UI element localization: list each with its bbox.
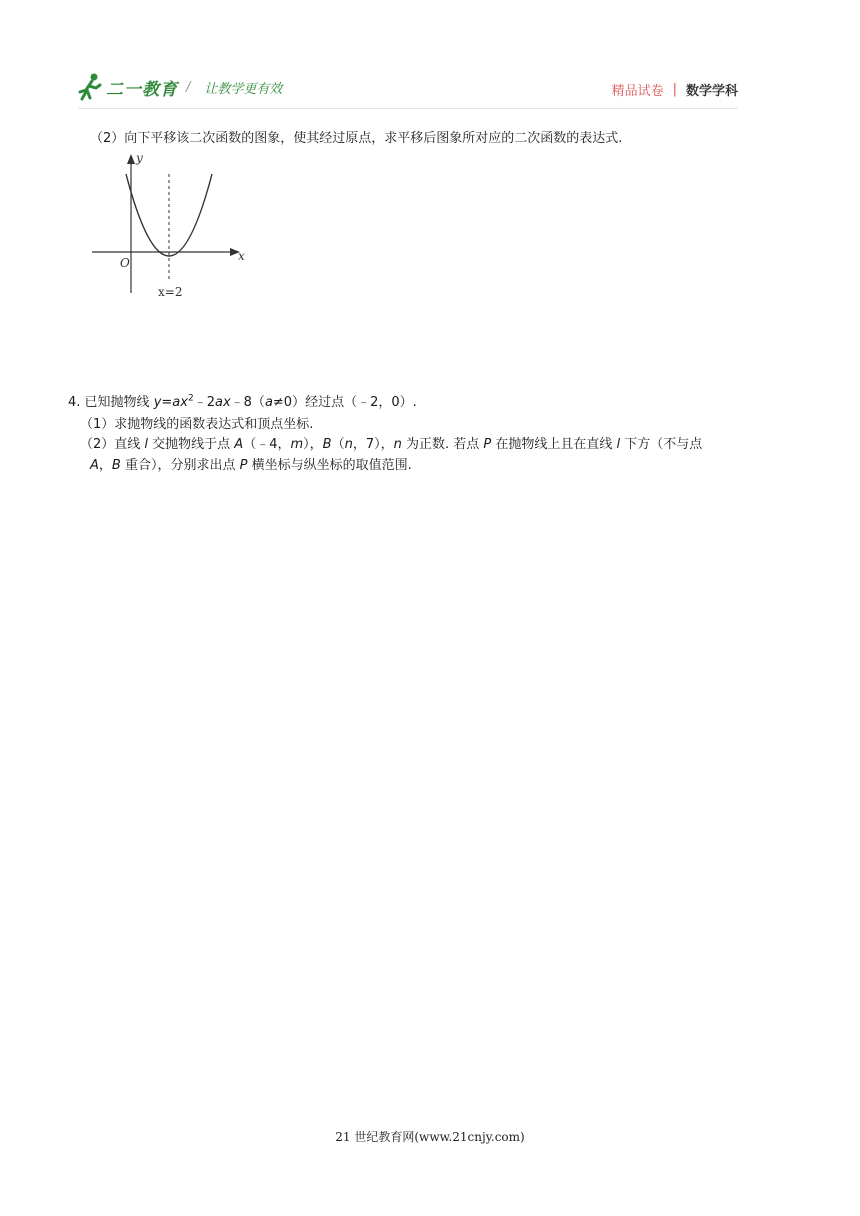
origin-label: O <box>120 256 130 270</box>
var-l: l <box>616 437 621 452</box>
t: 为正数. 若点 <box>401 437 484 452</box>
t: 重合），分别求出点 <box>120 458 240 473</box>
t: （ <box>331 437 345 452</box>
t: 在抛物线上且在直线 <box>491 437 617 452</box>
eq-y: y <box>153 395 162 410</box>
t: （2）直线 <box>80 437 145 452</box>
y-axis-label: y <box>136 151 143 165</box>
parabola-graph <box>88 148 248 300</box>
t: ， <box>98 458 112 473</box>
q3-part2: （2）向下平移该二次函数的图象，使其经过原点，求平移后图象所对应的二次函数的表达式. <box>90 131 623 146</box>
page-footer: 21 世纪教育网(www.21cnjy.com) <box>335 1130 525 1144</box>
runner-logo-icon <box>78 72 104 102</box>
var-m: m <box>290 437 304 452</box>
q4-stem-text: 已知抛物线 <box>84 395 154 410</box>
point-P: P <box>483 437 492 452</box>
q4-stem <box>68 394 417 412</box>
brand-name: 二一教育 <box>106 79 178 100</box>
header-right <box>612 80 738 99</box>
axis-of-symmetry-label: x=2 <box>158 285 183 299</box>
page-header <box>78 66 738 110</box>
header-slash: / <box>186 79 191 95</box>
t: 下方（不与点 <box>620 437 703 452</box>
eq-square: 2 <box>187 393 194 404</box>
eq-a: a <box>264 395 273 410</box>
x-axis-label: x <box>238 249 245 263</box>
t: ）， <box>303 437 323 452</box>
point-A: A <box>90 458 99 473</box>
eq-condition: ≠0）经过点（﹣2，0）. <box>272 395 417 410</box>
eq-ax: ax <box>172 395 188 410</box>
header-separator: | <box>672 82 677 97</box>
t: （﹣4， <box>243 437 291 452</box>
point-P: P <box>239 458 248 473</box>
t: 横坐标与纵坐标的取值范围. <box>247 458 412 473</box>
brand-slogan: 让教学更有效 <box>204 81 283 97</box>
eq-equals: = <box>161 395 173 410</box>
q4-part1: （1）求抛物线的函数表达式和顶点坐标. <box>80 417 314 432</box>
logo <box>78 70 282 104</box>
eq-tail: ﹣8（ <box>230 395 265 410</box>
point-B: B <box>111 458 121 473</box>
var-n: n <box>344 437 353 452</box>
q4-part2-line1 <box>80 436 702 454</box>
t: 交抛物线于点 <box>148 437 235 452</box>
point-A: A <box>234 437 244 452</box>
eq-ax-2: ax <box>214 395 231 410</box>
header-tag: 精品试卷 <box>611 84 664 99</box>
point-B: B <box>322 437 332 452</box>
t: ，7）， <box>352 437 394 452</box>
q4-part2-line2 <box>90 457 412 475</box>
header-subject: 数学学科 <box>685 84 738 99</box>
var-n: n <box>393 437 402 452</box>
eq-minus-2: ﹣2 <box>193 395 215 410</box>
header-rule <box>78 108 738 109</box>
q4-number: 4. <box>68 395 81 410</box>
var-l: l <box>144 437 149 452</box>
